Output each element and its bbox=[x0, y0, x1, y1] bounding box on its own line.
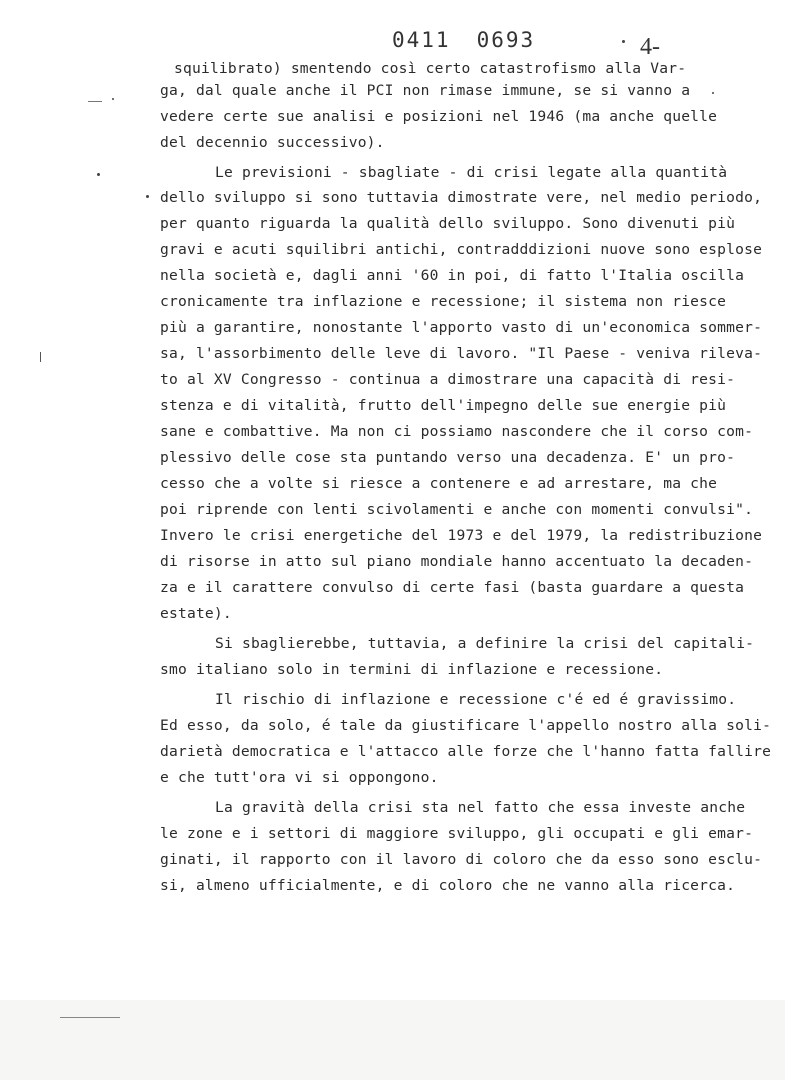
scan-stroke bbox=[60, 1017, 120, 1018]
text-line: del decennio successivo). bbox=[160, 134, 385, 151]
text-line: nella società e, dagli anni '60 in poi, di fatto l'Italia oscilla bbox=[160, 267, 745, 284]
text-line: estate). bbox=[160, 605, 232, 622]
text-line: ga, dal quale anche il PCI non rimase immune, se si vanno a bbox=[160, 82, 691, 99]
text-line: Le previsioni - sbagliate - di crisi legate alla quantità bbox=[215, 164, 728, 181]
scan-stroke bbox=[88, 101, 102, 102]
text-line: smo italiano solo in termini di inflazione e recessione. bbox=[160, 661, 664, 678]
scan-margin bbox=[0, 1000, 785, 1080]
archive-codes bbox=[392, 28, 561, 52]
text-line: Si sbaglierebbe, tuttavia, a definire la crisi del capitali- bbox=[215, 635, 755, 652]
text-line: stenza e di vitalità, frutto dell'impegno delle sue energie più bbox=[160, 397, 727, 414]
text-line: La gravità della crisi sta nel fatto che essa investe anche bbox=[215, 799, 746, 816]
text-line: le zone e i settori di maggiore sviluppo, gli occupati e gli emar- bbox=[160, 825, 754, 842]
text-line: cesso che a volte si riesce a contenere e ad arrestare, ma che bbox=[160, 475, 718, 492]
text-line: poi riprende con lenti scivolamenti e anche con momenti convulsi". bbox=[160, 501, 754, 518]
text-line: plessivo delle cose sta puntando verso una decadenza. E' un pro- bbox=[160, 449, 736, 466]
scan-speck bbox=[146, 195, 149, 198]
text-line: Il rischio di inflazione e recessione c'é ed é gravissimo. bbox=[215, 691, 737, 708]
text-line: vedere certe sue analisi e posizioni nel 1946 (ma anche quelle bbox=[160, 108, 718, 125]
text-line: Ed esso, da solo, é tale da giustificare l'appello nostro alla soli- bbox=[160, 717, 772, 734]
text-line: per quanto riguarda la qualità dello sviluppo. Sono divenuti più bbox=[160, 215, 736, 232]
text-line: sane e combattive. Ma non ci possiamo nascondere che il corso com- bbox=[160, 423, 754, 440]
scan-speck bbox=[112, 98, 114, 100]
text-line: dello sviluppo si sono tuttavia dimostrate vere, nel medio periodo, bbox=[160, 189, 763, 206]
scan-stroke bbox=[40, 352, 41, 362]
text-line: di risorse in atto sul piano mondiale hanno accentuato la decaden- bbox=[160, 553, 754, 570]
text-line: gravi e acuti squilibri antichi, contradddizioni nuove sono esplose bbox=[160, 241, 763, 258]
text-line: e che tutt'ora vi si oppongono. bbox=[160, 769, 439, 786]
text-line: si, almeno ufficialmente, e di coloro che ne vanno alla ricerca. bbox=[160, 877, 736, 894]
page-number: 4- bbox=[640, 34, 660, 60]
text-line: Invero le crisi energetiche del 1973 e del 1979, la redistribuzione bbox=[160, 527, 763, 544]
archive-code-b: 0693 bbox=[476, 28, 536, 52]
text-line: più a garantire, nonostante l'apporto vasto di un'economica sommer- bbox=[160, 319, 763, 336]
scan-speck bbox=[622, 40, 625, 43]
text-line: to al XV Congresso - continua a dimostrare una capacità di resi- bbox=[160, 371, 736, 388]
text-line: sa, l'assorbimento delle leve di lavoro. "Il Paese - veniva rileva- bbox=[160, 345, 763, 362]
scan-speck bbox=[712, 92, 714, 94]
scan-speck bbox=[97, 173, 100, 176]
text-line: squilibrato) smentendo così certo catastrofismo alla Var- bbox=[174, 60, 687, 77]
text-line: darietà democratica e l'attacco alle forze che l'hanno fatta fallire bbox=[160, 743, 772, 760]
text-line: za e il carattere convulso di certe fasi (basta guardare a questa bbox=[160, 579, 745, 596]
archive-code-a: 0411 bbox=[392, 28, 451, 52]
text-line: cronicamente tra inflazione e recessione; il sistema non riesce bbox=[160, 293, 727, 310]
text-line: ginati, il rapporto con il lavoro di coloro che da esso sono esclu- bbox=[160, 851, 763, 868]
